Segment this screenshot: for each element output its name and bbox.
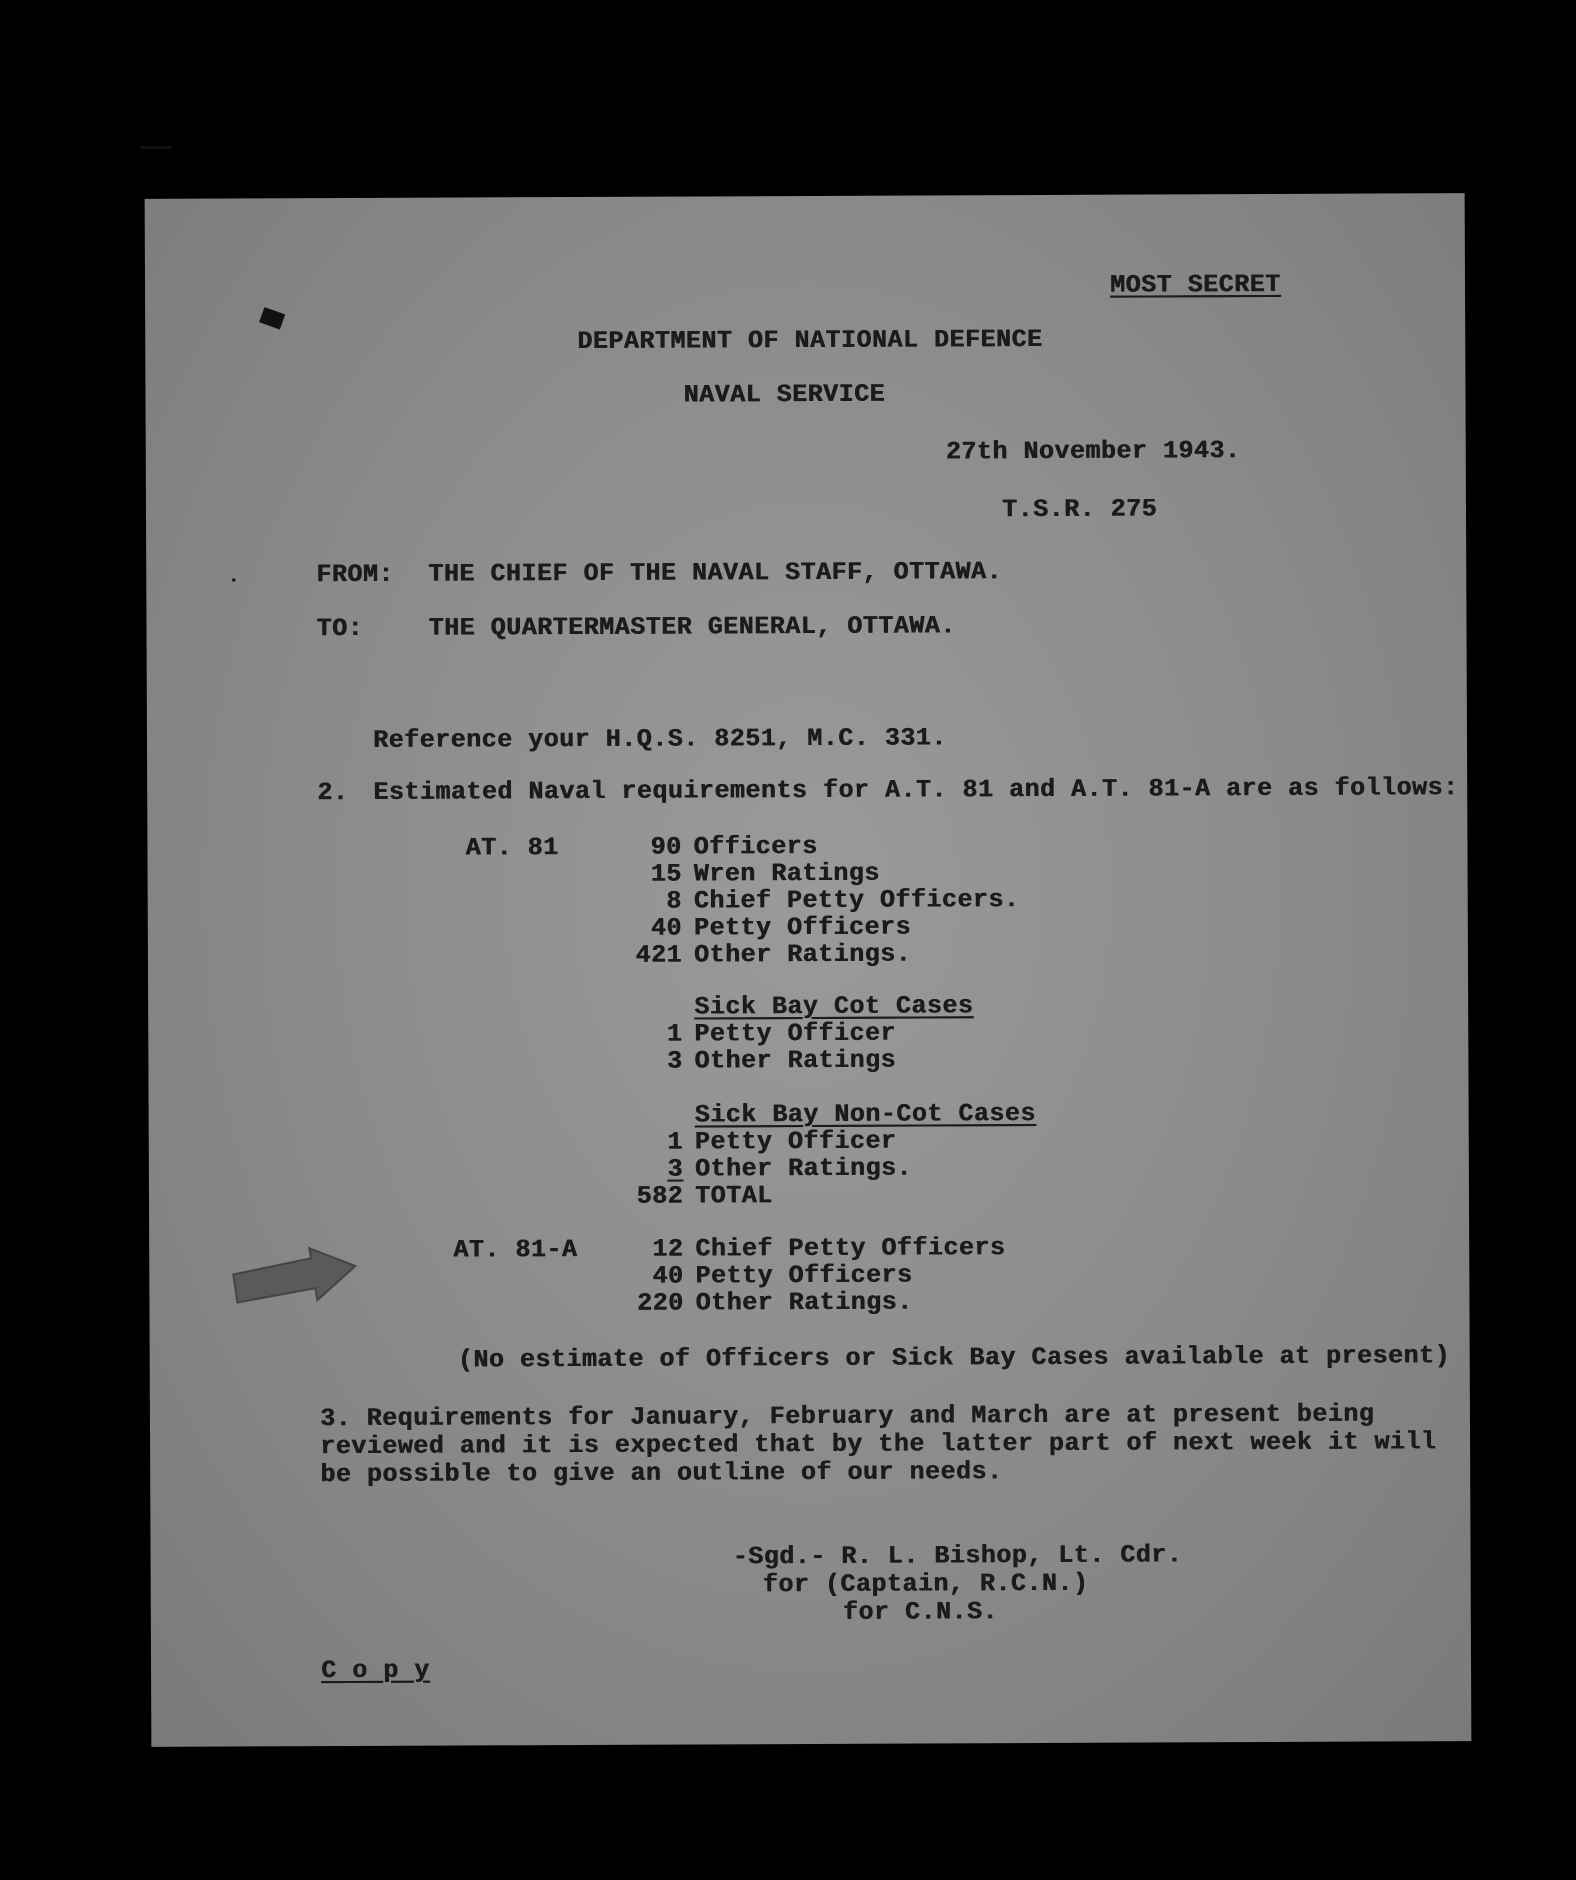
service-heading: NAVAL SERVICE	[683, 379, 886, 410]
cot-po-label: Petty Officer	[694, 1018, 896, 1049]
at81-total-label: TOTAL	[694, 1181, 773, 1211]
paragraph-3-line-2: reviewed and it is expected that by the latter part of next week it will	[320, 1427, 1437, 1462]
at81-other-count: 421	[635, 940, 682, 970]
noncot-cases-heading: Sick Bay Non-Cot Cases	[694, 1099, 1036, 1130]
department-heading: DEPARTMENT OF NATIONAL DEFENCE	[577, 324, 1043, 357]
paragraph-3-line-3: be possible to give an outline of our needs.	[320, 1457, 1003, 1490]
copy-mark: C o p y	[320, 1655, 430, 1686]
signature-line-3: for C.N.S.	[842, 1597, 998, 1627]
at81a-po-count: 40	[652, 1261, 684, 1291]
at81-po-label: Petty Officers	[693, 912, 911, 943]
file-reference: T.S.R. 275	[1001, 494, 1158, 525]
to-value: THE QUARTERMASTER GENERAL, OTTAWA.	[428, 611, 956, 643]
at81a-other-label: Other Ratings.	[695, 1287, 913, 1318]
signature-line-2: for (Captain, R.C.N.)	[762, 1568, 1089, 1600]
cot-other-label: Other Ratings	[694, 1045, 897, 1076]
at81-wren-label: Wren Ratings	[693, 858, 880, 889]
paragraph-2-number: 2.	[317, 778, 349, 808]
pointer-arrow-icon	[231, 1244, 361, 1315]
scan-edge-mark	[140, 146, 172, 149]
at81a-label: AT. 81-A	[453, 1235, 578, 1265]
paragraph-3-line-1: 3. Requirements for January, February and March are at present being	[319, 1399, 1375, 1434]
at81a-cpo-count: 12	[652, 1234, 684, 1264]
document-page	[145, 193, 1472, 1747]
at81-total-count: 582	[636, 1181, 684, 1211]
from-label: FROM:	[316, 559, 394, 590]
reference-line: Reference your H.Q.S. 8251, M.C. 331.	[372, 723, 947, 755]
cot-po-count: 1	[666, 1019, 683, 1049]
at81-officers-count: 90	[650, 832, 682, 862]
estimate-note: (No estimate of Officers or Sick Bay Cases available at present)	[457, 1341, 1450, 1375]
cot-other-count: 3	[666, 1046, 683, 1076]
at81a-other-count: 220	[636, 1288, 684, 1318]
paragraph-2-text: Estimated Naval requirements for A.T. 81 and A.T. 81-A are as follows:	[373, 773, 1459, 807]
at81-other-label: Other Ratings.	[693, 939, 912, 970]
from-value: THE CHIEF OF THE NAVAL STAFF, OTTAWA.	[428, 557, 1002, 589]
noncot-other-label: Other Ratings.	[694, 1153, 912, 1184]
at81a-cpo-label: Chief Petty Officers	[695, 1233, 1006, 1264]
noncot-other-count: 3	[667, 1154, 683, 1184]
noncot-po-label: Petty Officer	[694, 1126, 897, 1157]
at81-po-count: 40	[650, 913, 682, 943]
at81-officers-label: Officers	[693, 831, 818, 862]
at81a-po-label: Petty Officers	[695, 1260, 913, 1291]
cot-cases-heading: Sick Bay Cot Cases	[694, 991, 974, 1022]
at81-label: AT. 81	[465, 833, 559, 863]
ink-blot	[259, 307, 285, 329]
document-date: 27th November 1943.	[945, 436, 1241, 467]
classification-mark: MOST SECRET	[1109, 269, 1281, 300]
noncot-po-count: 1	[667, 1127, 683, 1157]
margin-dot	[232, 578, 235, 581]
at81-wren-count: 15	[650, 859, 682, 889]
to-label: TO:	[316, 613, 364, 644]
at81-cpo-count: 8	[666, 886, 682, 916]
signature-line-1: -Sgd.- R. L. Bishop, Lt. Cdr.	[732, 1540, 1183, 1572]
at81-cpo-label: Chief Petty Officers.	[693, 885, 1020, 916]
